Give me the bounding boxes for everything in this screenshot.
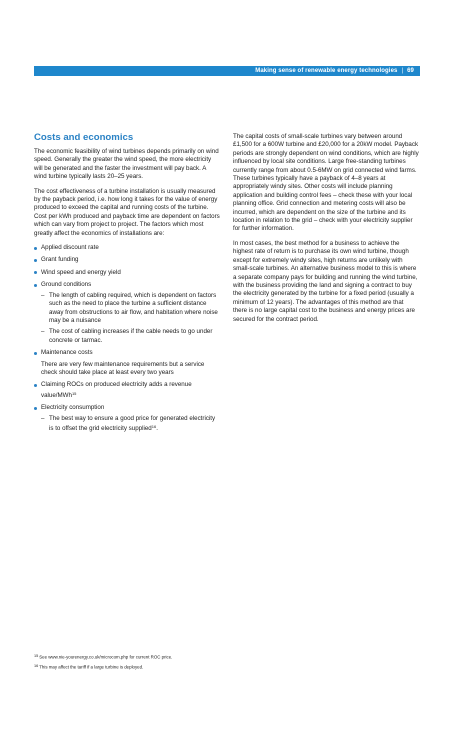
footnote-ref: 16: [151, 423, 157, 429]
paragraph-capital-costs: The capital costs of small-scale turbines vary between around £1,500 for a 600W turbine and £20,000 for a 20kW model. Payback periods are strongly dependent on wind conditions, which are highly influenced by local site conditions. Large free-standing turbines currently range from about 0.5-6MW on grid connected wind farms. These turbines typically have a payback of 4–8 years at appropriately windy sites. Other costs will include planning application and building control fees – check these with your local planning office. Grid connection and metering costs will also be incurred, which are dependent on the size of the turbine and its location in relation to the grid – check with your electricity supplier for further information.: [233, 133, 419, 233]
list-item-ground-conditions: [34, 281, 220, 345]
header-title: Making sense of renewable energy technologies: [255, 68, 398, 74]
list-item-label: Applied discount rate: [41, 244, 99, 252]
section-title: Costs and economics: [34, 132, 134, 143]
running-header: [255, 66, 414, 76]
list-item-label: Grant funding: [41, 256, 79, 264]
sublist-item-cabling-cost: – The cost of cabling increases if the cable needs to go under concrete or tarmac.: [41, 328, 220, 345]
sublist-item-offset-grid: [41, 415, 220, 434]
left-column: [34, 132, 220, 437]
right-column: [233, 133, 419, 330]
list-item-discount-rate: [34, 244, 220, 252]
paragraph-feasibility: The economic feasibility of wind turbines depends primarily on wind speed. Generally the greater the wind speed, the more electricity will be generated and the faster the investment will pay back. A wind turbine typically lasts 20–25 years.: [34, 148, 219, 181]
sublist-item-cabling-length: – The length of cabling required, which is dependent on factors such as the need to place the turbine a sufficient distance away from obstructions to air flow, and habitation where noise may be a nuisance: [41, 292, 220, 326]
factors-list: [34, 244, 220, 433]
list-item-label: Maintenance costs: [41, 349, 93, 357]
sublist-end: .: [156, 424, 158, 432]
electricity-sublist: [41, 415, 220, 434]
paragraph-business-model: In most cases, the best method for a business to achieve the highest rate of return is to purchase its own wind turbine, though except for extremely windy sites, high returns are unlikely with small-scale turbines. An alternative business model to this is where a separate company pays for building and running the wind turbine, with the business providing the land and signing a contract to buy the electricity generated by the turbine for a fixed period (usually a minimum of 12 years). The advantages of this method are that there is no large capital cost to the business and energy prices are secured for the contract period.: [233, 239, 418, 323]
list-item-rocs: [34, 381, 220, 400]
header-separator: |: [401, 68, 404, 74]
list-item-label: Ground conditions: [41, 281, 92, 289]
footnote-number: 16: [34, 663, 39, 668]
list-item-wind-speed: [34, 269, 220, 277]
ground-conditions-sublist: [41, 292, 220, 345]
list-item-label: Wind speed and energy yield: [41, 268, 121, 276]
list-item-label: Claiming ROCs on produced electricity adds a revenue value/MWh: [41, 381, 192, 399]
footnote-15: [34, 652, 334, 662]
sublist-text: The best way to ensure a good price for generated electricity is to offset the grid electricity supplied: [49, 414, 216, 432]
footnotes: [34, 652, 334, 671]
footnote-text: This may affect the tariff if a large turbine is deployed.: [39, 664, 144, 670]
page-header-bar: [34, 66, 420, 76]
page-number: 69: [407, 68, 414, 74]
maintenance-note: There are very few maintenance requirements but a service check should take place at least every two years: [41, 360, 205, 376]
list-item-label: Electricity consumption: [41, 404, 105, 412]
list-item-electricity-consumption: [34, 404, 220, 433]
paragraph-cost-effectiveness: The cost effectiveness of a turbine installation is usually measured by the payback period, i.e. how long it takes for the value of energy produced to exceed the capital and running costs of the turbine. Cost per kWh produced and payback time are dependent on factors which can vary from project to project. The factors which most greatly affect the economics of installations are:: [34, 187, 220, 237]
list-item-maintenance-costs: [34, 349, 220, 377]
footnote-number: 15: [34, 654, 39, 658]
list-item-grant-funding: [34, 256, 220, 264]
footnote-text: See www.nie-yourenergy.co.uk/microcom.php for current ROC price.: [39, 654, 173, 660]
footnote-16: [34, 662, 334, 672]
footnote-ref: 15: [71, 390, 77, 396]
